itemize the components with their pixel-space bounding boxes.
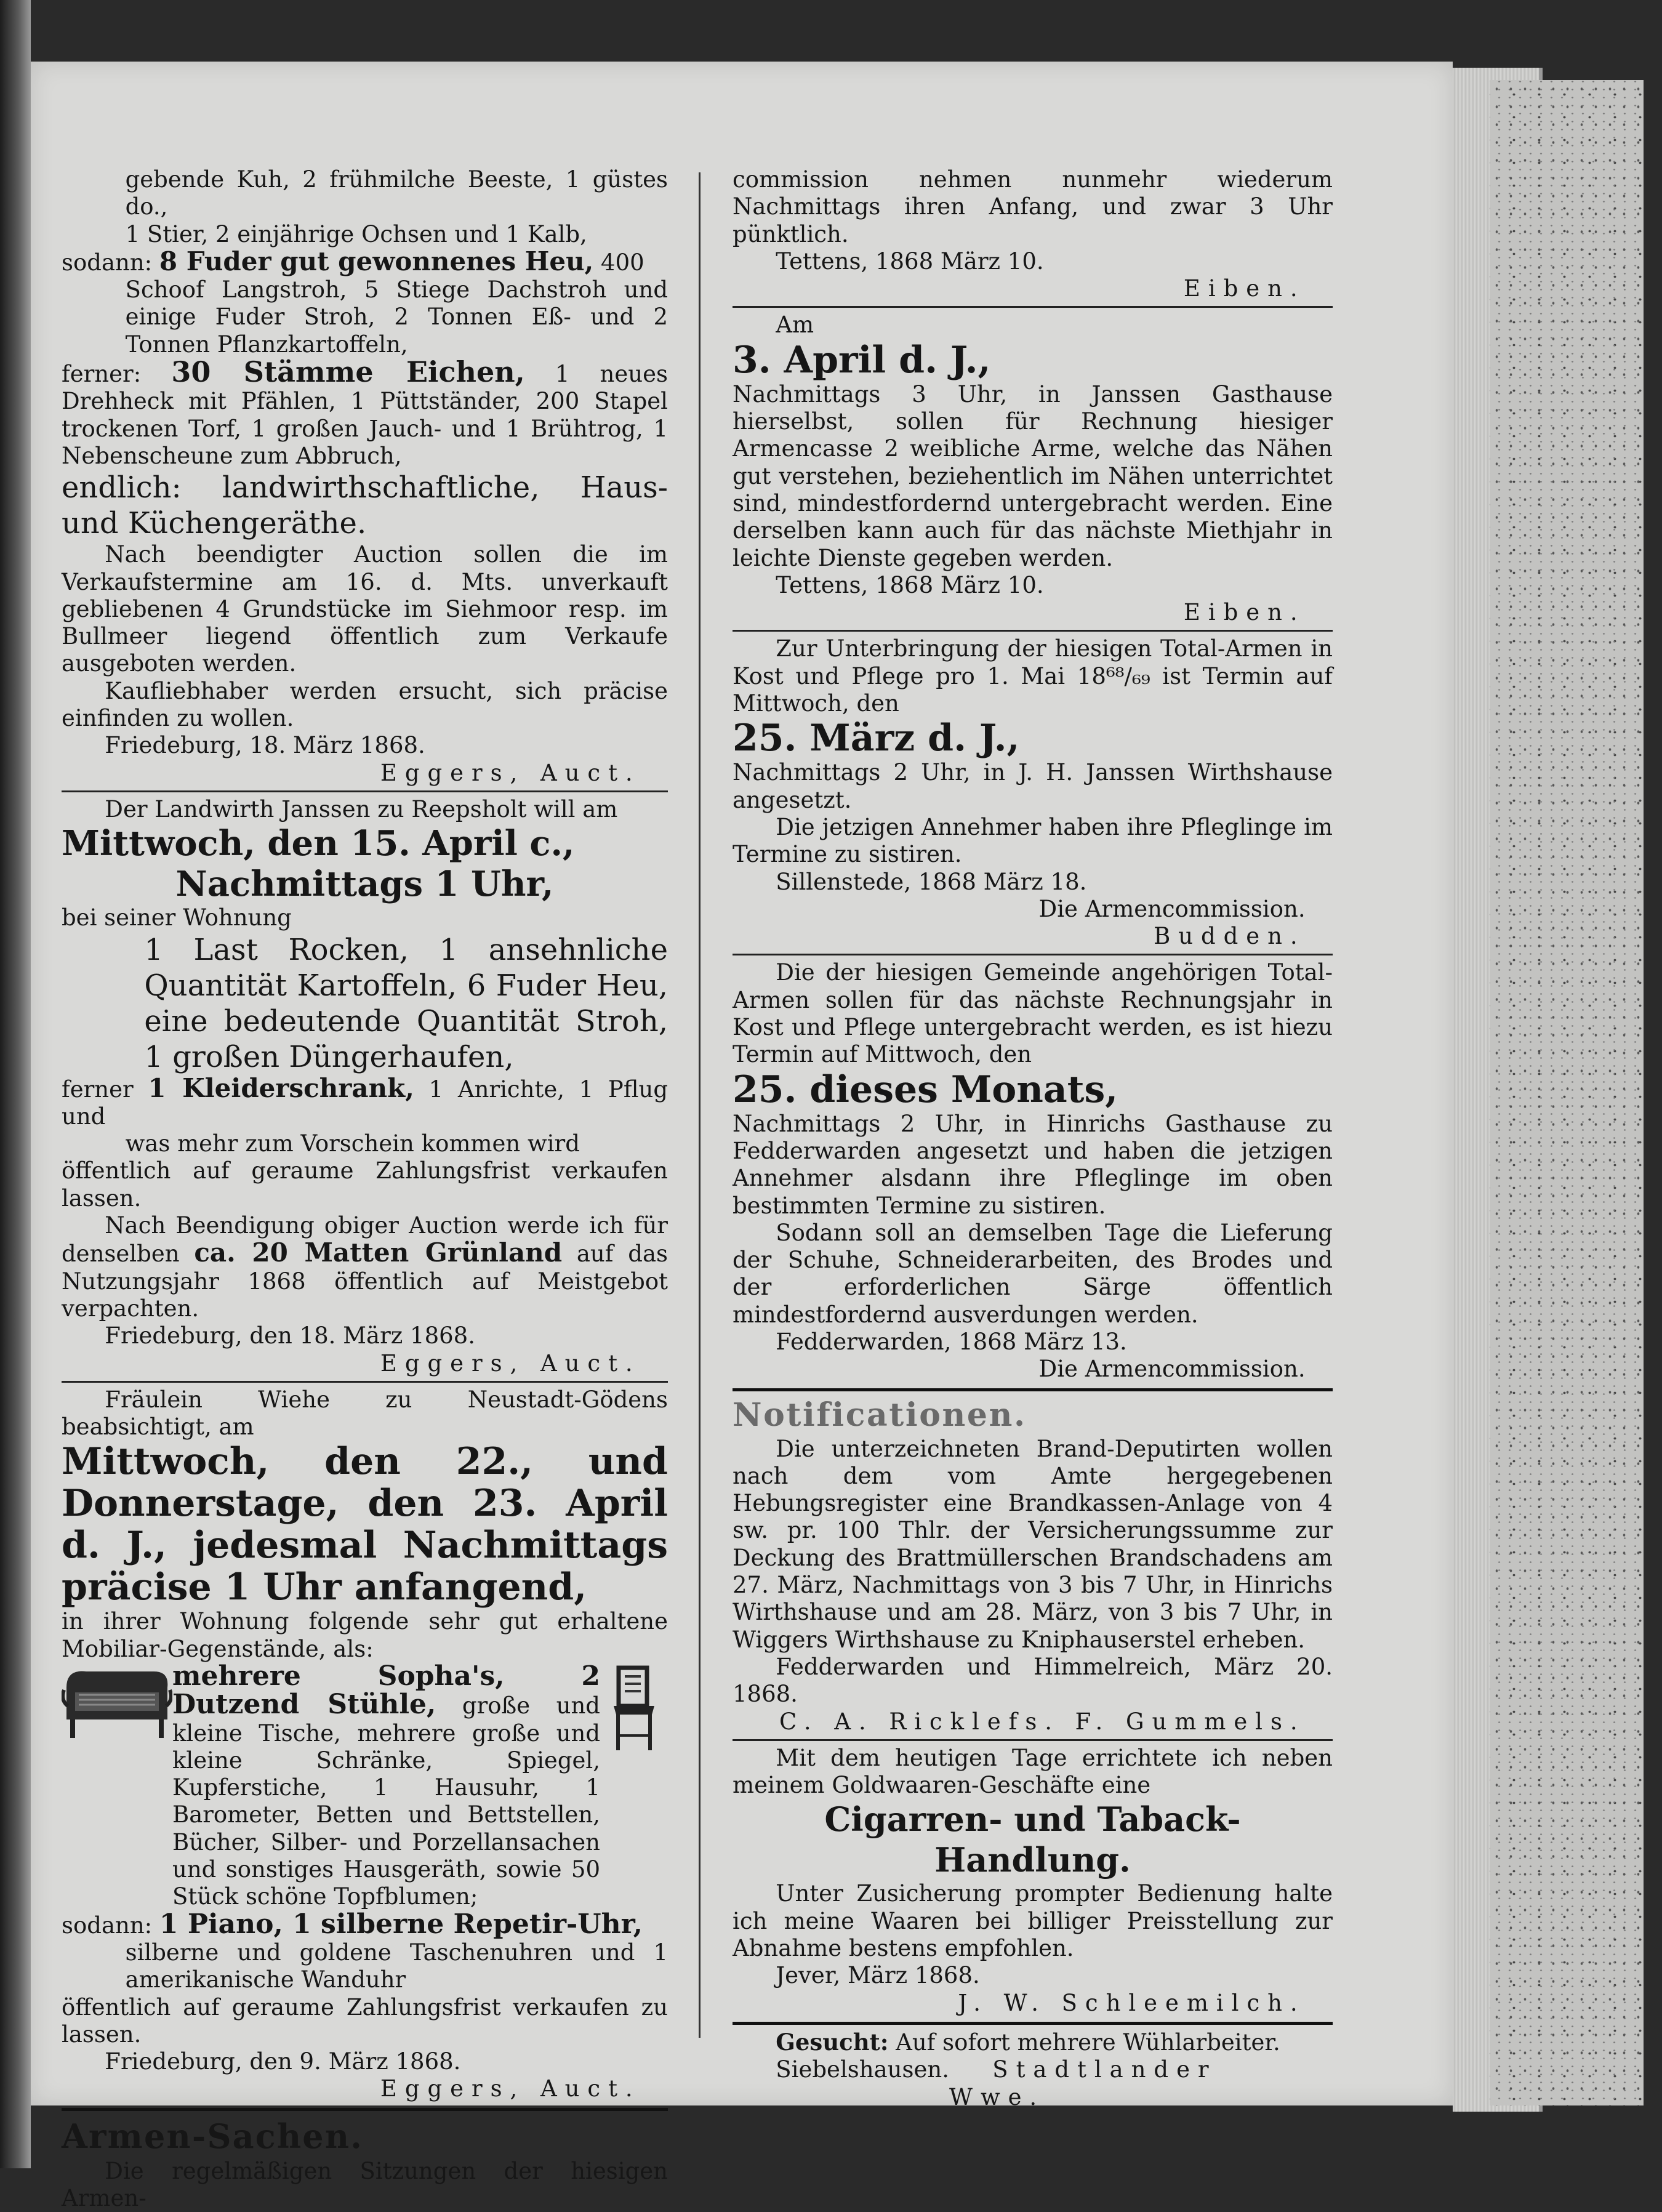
r6-paragraph: Unter Zusicherung prompter Bedienung halte ich meine Waaren bei billiger Preisstellung zur Abnahme bestens empfohlen. [733, 1880, 1333, 1962]
ad-divider [733, 630, 1333, 632]
ad3-instrument-line: sodann: 1 Piano, 1 silberne Repetir-Uhr, [62, 1908, 643, 1940]
r1-signature: Eiben. [1183, 275, 1306, 302]
ad1-paragraph: Kaufliebhaber werden ersucht, sich präcise einfinden zu wollen. [62, 677, 668, 732]
ad3-furniture-line: mehrere Sopha's, 2 Dutzend Stühle, große und kleine Tische, mehrere große und kleine Schränke, Spiegel, Kupferstiche, 1 Hausuhr, 1 Barometer, Betten und Bettstellen, Bücher, Silber- und Porzellansachen und sonstiges Hausgeräth, sowie 50 Stück schöne Topfblumen; [172, 1660, 600, 1910]
ad2-intro: Der Landwirth Janssen zu Reepsholt will am [105, 795, 618, 822]
ad3-line: in ihrer Wohnung folgende sehr gut erhaltene Mobiliar-Gegenstände, als: [62, 1608, 668, 1662]
r6-signature: J. W. Schleemilch. [958, 1989, 1306, 2016]
section-paragraph: Die regelmäßigen Sitzungen der hiesigen Armen- [62, 2157, 668, 2212]
column-divider [699, 172, 701, 2038]
ad3-intro: Fräulein Wiehe zu Neustadt-Gödens beabsichtigt, am [62, 1386, 668, 1441]
r3-signature-commission: Die Armencommission. [1038, 895, 1306, 922]
r3-signature-name: Budden. [1154, 923, 1306, 950]
r5-paragraph: Die unterzeichneten Brand-Deputirten wollen nach dem vom Amte hergegebenen Hebungsregister eine Brandkassen-Anlage von 4 sw. pr. 100 Thlr. der Versicherungssumme zur Deckung des Brattmüllerschen Brandschadens am 27. März, Nachmittags von 3 bis 7 Uhr, in Hinrichs Wirthshause und am 28. März, von 3 bis 7 Uhr, in Wiggers Wirthshause zu Kniphauserstel erheben. [733, 1435, 1333, 1653]
ad-divider [62, 790, 668, 792]
ad2-items: 1 Last Rocken, 1 ansehnliche Quantität Kartoffeln, 6 Fuder Heu, eine bedeutende Quantität Stroh, 1 großen Düngerhaufen, [144, 932, 668, 1074]
chair-illustration [600, 1663, 668, 1761]
r7-footer-line [733, 2056, 1333, 2111]
r3-headline-date: 25. März d. J., [733, 717, 1020, 760]
r2-date: Tettens, 1868 März 10. [776, 571, 1044, 598]
ad2-date: Friedeburg, den 18. März 1868. [105, 1322, 475, 1349]
sofa-illustration [62, 1663, 172, 1749]
ad2-furniture-line: ferner 1 Kleiderschrank, 1 Anrichte, 1 Pflug und [62, 1072, 668, 1130]
book-spine [0, 0, 31, 2168]
ad2-headline-time: Nachmittags 1 Uhr, [175, 864, 554, 905]
r6-paragraph: Mit dem heutigen Tage errichtete ich neben meinem Goldwaaren-Geschäfte eine [733, 1744, 1333, 1799]
r2-signature: Eiben. [1183, 599, 1306, 626]
ad2-line: öffentlich auf geraume Zahlungsfrist verkaufen lassen. [62, 1157, 668, 1212]
ad1-hay-highlight: 8 Fuder gut gewonnenes Heu, [159, 246, 594, 276]
ad3-furniture-block [62, 1660, 668, 1911]
ad1-oak-highlight: 30 Stämme Eichen, [171, 355, 525, 389]
r4-headline-date: 25. dieses Monats, [733, 1068, 1118, 1111]
r6-headline-shop: Cigarren- und Taback-Handlung. [824, 1800, 1241, 1880]
r1-paragraph: commission nehmen nunmehr wiederum Nachmittags ihren Anfang, und zwar 3 Uhr pünktlich. [733, 166, 1333, 247]
r4-date: Fedderwarden, 1868 März 13. [776, 1328, 1127, 1355]
ad3-line: öffentlich auf geraume Zahlungsfrist verkaufen zu lassen. [62, 1993, 668, 2048]
section-title-notificationen: Notificationen. [733, 1396, 1027, 1434]
ad2-meadow-paragraph: Nach Beendigung obiger Auction werde ich für denselben ca. 20 Matten Grünland auf das Nutzungsjahr 1868 öffentlich auf Meistgebot verpachten. [62, 1212, 668, 1322]
ad-divider [733, 1739, 1333, 1741]
ad1-line: 1 Stier, 2 einjährige Ochsen und 1 Kalb, [125, 220, 587, 247]
ad1-line: gebende Kuh, 2 frühmilche Beeste, 1 güstes do., [125, 166, 668, 220]
ad-divider [62, 1381, 668, 1383]
r2-headline-date: 3. April d. J., [733, 338, 991, 382]
ad3-piano-highlight: 1 Piano, 1 silberne Repetir-Uhr, [159, 1908, 643, 1940]
speckled-page-edge [1490, 80, 1644, 2105]
r1-date: Tettens, 1868 März 10. [776, 247, 1044, 275]
ad2-line: was mehr zum Vorschein kommen wird [125, 1130, 580, 1157]
r7-signature: Stadtlander Wwe. [949, 2056, 1217, 2110]
section-divider [62, 2108, 668, 2111]
r6-date: Jever, März 1868. [776, 1962, 980, 1989]
ad1-date: Friedeburg, 18. März 1868. [105, 732, 425, 759]
r5-date: Fedderwarden und Himmelreich, März 20. 1868. [733, 1653, 1333, 1708]
r3-paragraph: Die jetzigen Annehmer haben ihre Pfleglinge im Termine zu sistiren. [733, 813, 1333, 868]
ad2-wardrobe-highlight: 1 Kleiderschrank, [148, 1072, 414, 1103]
r2-paragraph: Nachmittags 3 Uhr, in Janssen Gasthause hierselbst, sollen für Rechnung hiesiger Armencasse 2 weibliche Arme, welche das Nähen gut verstehen, beziehentlich im Nähen unterrichtet sind, mindestfordernd untergebracht werden. Eine derselben kann auch für das nächste Miethjahr in leichte Dienste gegeben werden. [733, 380, 1333, 571]
ad3-signature: Eggers, Auct. [380, 2075, 641, 2102]
ad3-line: silberne und goldene Taschenuhren und 1 amerikanische Wanduhr [125, 1939, 668, 1993]
left-column [62, 166, 668, 2212]
r4-paragraph: Die der hiesigen Gemeinde angehörigen Total-Armen sollen für das nächste Rechnungsjahr in Kost und Pflege untergebracht werden, es ist hiezu Termin auf Mittwoch, den [733, 959, 1333, 1068]
r4-signature: Die Armencommission. [1038, 1356, 1306, 1383]
r3-date: Sillenstede, 1868 März 18. [776, 868, 1087, 895]
r7-wanted-line: Gesucht: Auf sofort mehrere Wühlarbeiter. [776, 2028, 1280, 2056]
ad-divider [733, 2022, 1333, 2025]
right-column [733, 166, 1333, 2111]
ad2-location: bei seiner Wohnung [62, 904, 292, 931]
r3-paragraph: Zur Unterbringung der hiesigen Total-Armen in Kost und Pflege pro 1. Mai 18⁶⁸/₆₉ ist Termin auf Mittwoch, den [733, 635, 1333, 717]
ad2-meadow-highlight: ca. 20 Matten Grünland [194, 1237, 563, 1268]
r3-paragraph: Nachmittags 2 Uhr, in J. H. Janssen Wirthshause angesetzt. [733, 759, 1333, 813]
r7-wanted-label: Gesucht: [776, 2028, 889, 2056]
ad3-headline: Mittwoch, den 22., und Donnerstage, den 23. April d. J., jedesmal Nachmittags präcise 1 Uhr anfangend, [62, 1440, 668, 1609]
r4-paragraph: Nachmittags 2 Uhr, in Hinrichs Gasthause zu Fedderwarden angesetzt und haben die jetzigen Annehmer alsdann ihre Pfleglinge im oben bestimmten Termine zu sistiren. [733, 1110, 1333, 1219]
ad1-paragraph: Nach beendigter Auction sollen die im Verkaufstermine am 16. d. Mts. unverkauft gebliebenen 4 Grundstücke im Siehmoor resp. im Bullmeer liegend öffentlich zum Verkaufe ausgeboten werden. [62, 541, 668, 677]
ad1-signature: Eggers, Auct. [380, 759, 641, 786]
ad1-hay-line: sodann: 8 Fuder gut gewonnenes Heu, 400 [62, 246, 644, 276]
ad1-straw-text: Schoof Langstroh, 5 Stiege Dachstroh und einige Fuder Stroh, 2 Tonnen Eß- und 2 Tonnen Pflanzkartoffeln, [125, 276, 668, 358]
ad1-household-line: endlich: landwirthschaftliche, Haus- und Küchengeräthe. [62, 470, 668, 541]
ad-divider [733, 306, 1333, 308]
r4-paragraph: Sodann soll an demselben Tage die Lieferung der Schuhe, Schneiderarbeiten, des Brodes und der erforderlichen Särge öffentlich mindestfordernd ausverdungen werden. [733, 1219, 1333, 1328]
ad3-date: Friedeburg, den 9. März 1868. [105, 2048, 461, 2075]
ad2-signature: Eggers, Auct. [380, 1349, 641, 1377]
ad-divider [733, 954, 1333, 955]
r7-place: Siebelshausen. [776, 2056, 949, 2083]
ad3-sofa-highlight: mehrere Sopha's, 2 Dutzend Stühle, [172, 1660, 600, 1721]
section-divider [733, 1388, 1333, 1391]
ad1-oak-line: ferner: 30 Stämme Eichen, 1 neues Drehheck mit Pfählen, 1 Püttständer, 200 Stapel trockenen Torf, 1 großen Jauch- und 1 Brühtrog, 1 Nebenscheune zum Abbruch, [62, 355, 668, 469]
r2-am: Am [776, 312, 814, 339]
r5-signature: C. A. Ricklefs. F. Gummels. [779, 1708, 1306, 1735]
section-title-armen-sachen: Armen-Sachen. [62, 2116, 364, 2156]
ad2-headline-date: Mittwoch, den 15. April c., [62, 823, 575, 864]
